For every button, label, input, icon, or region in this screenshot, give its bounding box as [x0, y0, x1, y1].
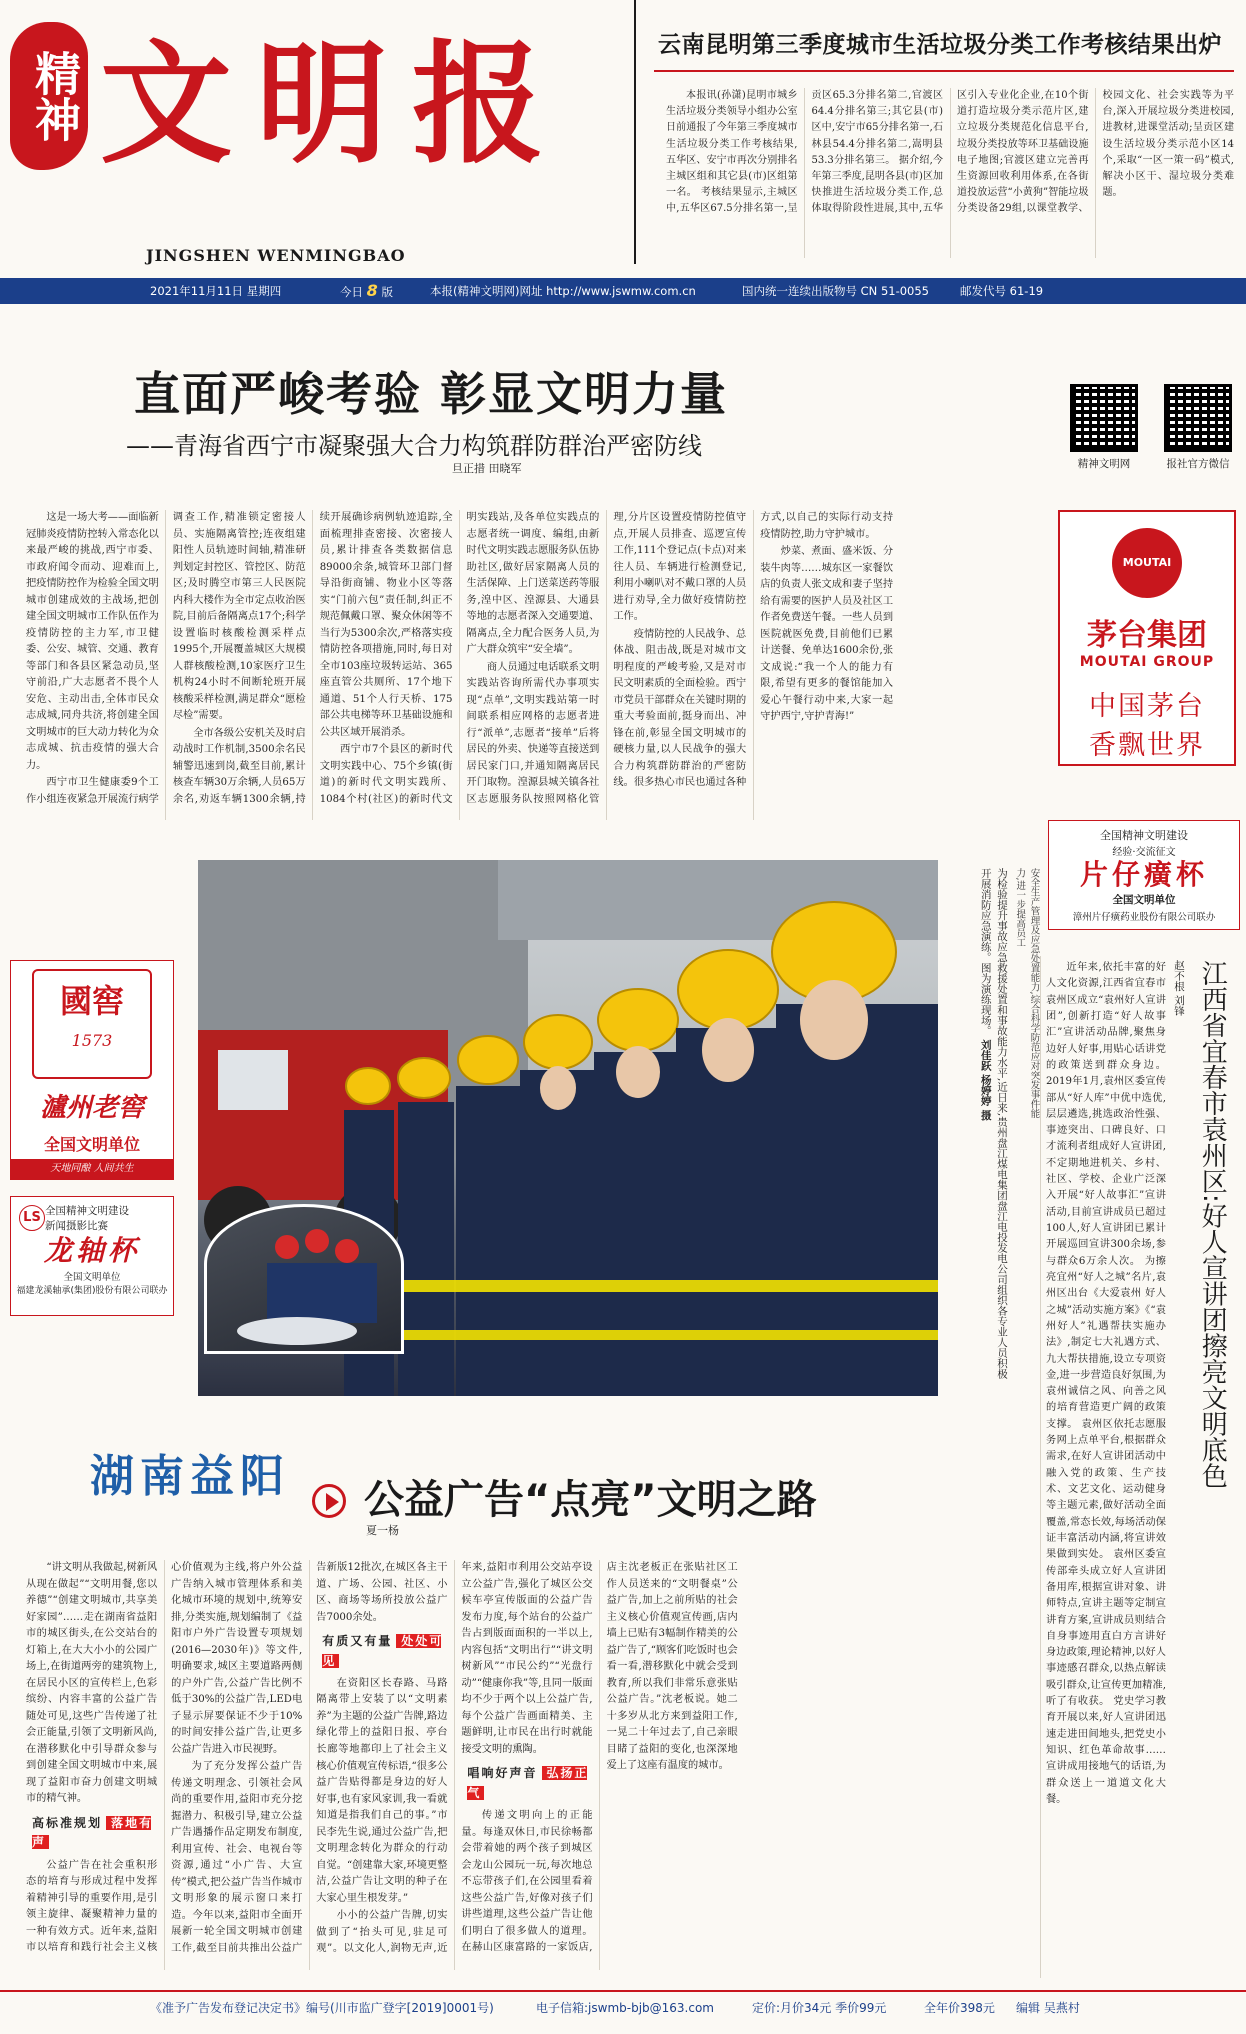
- side-story-byline: 赵不根 刘锋: [1173, 960, 1185, 1016]
- guojiao-brand: 瀘州老窖: [39, 1093, 144, 1123]
- page-count-prefix: 今日: [340, 285, 363, 299]
- moutai-logo-text: MOUTAI: [1122, 556, 1172, 569]
- main-paragraph: 西宁市卫生健康委9个工作小组连夜紧急开展流行病学调查工作,精准锁定密接人员、实施隔离管控;连夜组建阳性人员轨迹时间轴,精准研判划定封控区、管控区、防范区;及时腾空市第三人民医院内科大楼作为全市定点收治医院,目前后备隔离点17个;科学设置临时核酸检测采样点1995个,开展覆盖城区大规模人群核酸检测,10家医疗卫生机构24小时不间断轮班开展核酸采样检测,满足群众“愿检尽检”需要。: [26, 512, 306, 805]
- main-subhead: ——青海省西宁市凝聚强大合力构筑群防群治严密防线: [126, 432, 702, 460]
- guojiao-unit: 全国文明单位: [43, 1135, 140, 1154]
- feature-subhead-2: [316, 1631, 447, 1672]
- moutai-name-en: MOUTAI GROUP: [1079, 654, 1215, 670]
- feature-subhead-3-tag: 弘扬正气: [467, 1766, 587, 1800]
- feature-paragraph: 传递文明向上的正能量。每逢双休日,市民徐畅都会带着她的两个孩子到城区会龙山公园玩一玩,每次地总不忘带孩子们,在公园里看着这些公益广告,好像对孩子们讲些道理,这些公益广告让他们明白了很多做人的道理。在赫山区康富路的一家饭店,店主沈老板正在张贴社区工作人员送来的“文明餐桌”公益广告,加上之前所贴的社会主义核心价值观宣传画,店内墙上已贴有3幅制作精美的公益广告了,“顾客们吃饭时也会看一看,潜移默化中就会受到教育,所以我们非常乐意张贴公益广告。”沈老板说。她二十多岁从北方来到益阳工作,一晃二十年过去了,自己亲眼目睹了益阳的变化,也深深地爱上了这座有温度的城市。: [461, 1562, 738, 1954]
- dateline-bar: [0, 278, 1246, 304]
- pianzai-unit: 全国文明单位: [1112, 894, 1176, 906]
- main-paragraph: 这是一场大考——面临新冠肺炎疫情防控转入常态化以来最严峻的挑战,西宁市委、市政府闻令而动、迎难而上,把疫情防控作为检验全国文明城市创建成效的主战场,把创建全国文明城市工作队伍作为疫情防控的主力军,市卫健委、公安、城管、交通、教育等部门和各县区紧急动员,坚守前沿,广大志愿者不畏个人安危、主动出击,全体市民众志成城,同舟共济,将创建全国文明城市的巨大动力转化为众志成城、抗击疫情的强大合力。: [26, 512, 159, 771]
- main-body: [26, 510, 1040, 820]
- feature-subhead-2-tag: 处处可见: [322, 1634, 442, 1668]
- main-byline: 旦正措 田晓军: [452, 462, 522, 475]
- feature-byline: 夏一杨: [366, 1524, 399, 1537]
- page-count: [340, 278, 393, 305]
- guojiao-badge-text: 國窖: [59, 982, 124, 1020]
- feature-paragraph: 为了充分发挥公益广告传递文明理念、引领社会风尚的重要作用,益阳市充分挖掘潜力、积极引导,建立公益广告遇播作品定期发布制度,利用宣传、社会、电视台等资源,通过“小广告、大宣传”模式,把公益广告当作城市文明形象的展示窗口来打造。今年以来,益阳市全面开展新一轮全国文明城市创建工作,截至目前共推出公益广告新版12批次,在城区各主干道、广场、公园、社区、小区、商场等场所投放公益广告7000余处。: [171, 1562, 448, 1954]
- feature-paragraph: “讲文明从我做起,树新风从现在做起”“文明用餐,您以养德”“创建文明城市,共享美好家园”……走在湖南省益阳市的城区街头,在公交站台的灯箱上,在大大小小的公园广场上,在街道两旁的建筑物上,在居民小区的宣传栏上,色彩缤纷、内容丰富的公益广告随处可见,这些广告传递了社会正能量,引领了文明新风尚,在潜移默化中引导群众参与到创建全国文明城市中来,展现了益阳市奋力创建文明城市的精气神。: [26, 1562, 158, 1805]
- pianzai-top-line: 全国精神文明建设: [1100, 829, 1188, 842]
- qr-right[interactable]: [1160, 384, 1236, 471]
- main-photo: [198, 860, 938, 1396]
- feature-subhead-3-text: 唱响好声音: [467, 1766, 538, 1781]
- longzhou-top-line-2: 新闻摄影比赛: [45, 1220, 108, 1232]
- footer-editor: 编辑 吴燕村: [1016, 2001, 1080, 2015]
- longzhou-ad[interactable]: [10, 1196, 174, 1316]
- masthead-seal: [10, 22, 88, 170]
- pianzai-ad[interactable]: [1048, 820, 1240, 930]
- moutai-name: 茅台集团: [1087, 618, 1207, 653]
- top-story-body: 本报讯(孙潇)昆明市城乡生活垃圾分类领导小组办公室日前通报了今年第三季度城市生活垃圾分类工作考核结果,五华区、安宁市再次分别排名主城区组和其它县(市)区组第一名。 考核结果显示,主城区中,五华区67.5分排名第一,呈贡区65.3分排名第二,官渡区64.4分排名第三;其它县(市)区中,安宁市65分排名第一,石林县54.4分排名第二,嵩明县53.3分排名第三。 据介绍,今年第三季度,昆明各县(市)区加快推进生活垃圾分类工作,总体取得阶段性进展,其中,五华区引入专业化企业,在10个街道打造垃圾分类示范片区,建立垃圾分类规范化信息平台,垃圾分类投放等环卫基础设施电子地图;官渡区建立完善再生资源回收利用体系,在各街道投放运营“小黄狗”智能垃圾分类设备29组,以课堂教学、校园文化、社会实践等为平台,深入开展垃圾分类进校园,进教材,进课堂活动;呈贡区建设生活垃圾分类示范小区14个,采取“一区一策一码”模式,解决小区干、湿垃圾分类难题。: [666, 90, 1234, 215]
- moutai-slogan-1: 中国茅台: [1089, 691, 1205, 722]
- feature-subhead-1-text: 高标准规划: [32, 1815, 103, 1830]
- longzhou-logo-icon: LS: [19, 1205, 45, 1231]
- page-count-number: 8: [366, 281, 378, 300]
- main-paragraph: 西宁市7个县区的新时代文明实践中心、75个乡镇(街道)的新时代文明实践所、1084个村(社区)的新时代文明实践站,及各单位实践点的志愿者统一调度、编组,由新时代文明实践志愿服务队伍协助社区,做好居家隔离人员的生活保障、上门送菜送药等服务,湟中区、湟源县、大通县等地的志愿者深入交通要道、隔离点,全力配合医务人员,为广大群众筑牢“安全墙”。: [319, 512, 600, 805]
- feature-subhead-1-tag: 落地有声: [32, 1815, 152, 1850]
- main-paragraph: 商人员通过电话联系文明实践站咨询所需代办事项实现“点单”,文明实践站第一时间联系相应网格的志愿者进行“派单”,志愿者“接单”后将居民的外卖、快递等直接送到居民家门口,并通知隔离居民开门取物。湟源县城关镇各社区志愿服务队按照网格化管理,分片区设置疫情防控值守点,开展人员排查、巡逻宣传工作,111个登记点(卡点)对来往人员、车辆进行检测登记,利用小喇叭对不戴口罩的人员进行劝导,全力做好疫情防控工作。: [466, 512, 747, 805]
- footer-annual: 全年价398元: [924, 2001, 995, 2015]
- masthead-seal-text: 精神: [28, 50, 82, 142]
- qr-left[interactable]: [1066, 384, 1142, 471]
- qr-left-label: 精神文明网: [1077, 458, 1131, 470]
- qr-right-label: 报社官方微信: [1166, 458, 1230, 470]
- feature-paragraph: 小小的公益广告牌,切实做到了“抬头可见,驻足可观”。以文化人,润物无声,近年来,益阳市利用公交站亭设立公益广告,强化了城区公交候车亭宣传版面的公益广告发布力度,每个站台的公益广告占到版面面积的一半以上,内容包括“文明出行”“讲文明树新风”“市民公约”“光盘行动”“健康你我”等,且同一版面均不少于两个以上公益广告,每个公益广告画面精美、主题鲜明,让市民在出行时就能接受文明的熏陶。: [316, 1562, 593, 1955]
- moutai-logo-icon: [1112, 528, 1182, 598]
- issue-date: 2021年11月11日 星期四: [150, 284, 282, 298]
- longzhou-unit: 全国文明单位: [63, 1272, 121, 1283]
- guojiao-slogan: 天地同酿 人间共生: [11, 1159, 173, 1179]
- photo-credit: 刘佳跃 杨婷婷 摄: [979, 1039, 992, 1121]
- moutai-slogan-2: 香飘世界: [1089, 730, 1205, 761]
- rescue-drill-image: [207, 1207, 404, 1354]
- side-story-body: 近年来,依托丰富的好人文化资源,江西省宜春市袁州区成立“袁州好人宣讲团”,创新打造“好人故事汇”宣讲活动品牌,聚焦身边好人好事,用贴心话讲党的政策送到群众身边。 2019年1月,袁州区委宣传部从“好人库”中优中选优,层层遴选,挑选政治性强、事迹突出、口碑良好、口才流利者组成好人宣讲团,不定期地进机关、乡村、社区、学校、企业广泛深入开展“好人故事汇”宣讲活动,目前宣讲成员已超过100人,好人宣讲团已累计开展巡回宣讲300余场,参与群众6万余人次。 为擦亮宜州“好人之城”名片,袁州区出台《大爱袁州 好人之城”活动实施方案》《“袁州好人”礼遇帮扶实施办法》,制定七大礼遇方式、九大帮扶措施,设立专项资金,进一步营造良好氛围,为袁州诚信之风、向善之风的培育营造更广阔的政策支撑。 袁州区依托志愿服务网上点单平台,根据群众需求,在好人宣讲团活动中融入党的政策、生产技术、文艺文化、运动健身等主题元素,做好活动全面覆盖,常态长效,每场活动保证丰富活动内涵,将宣讲效果做到实处。 袁州区委宣传部牵头成立好人宣讲团备用库,根据宣讲对象、讲师特点,宣讲主题等定制宣讲育方案,宣讲成员则结合自身事迹用直白方言讲好身边政策,理论精神,以好人事迹感召群众,以热点解读吸引群众,让宣传更加精准,听了有收获。 党史学习教育开展以来,好人宣讲团迅速走进田间地头,把党史小知识、红色革命故事……宣讲成用接地气的话语,为群众送上一道道文化大餐。: [1046, 962, 1166, 1805]
- masthead: [0, 0, 632, 265]
- pianzai-top-line-2: 经验·交流征文: [1112, 847, 1176, 858]
- footer: [0, 1996, 1246, 2020]
- masthead-pinyin: JINGSHEN WENMINGBAO: [146, 246, 406, 265]
- feature-subhead-3: [461, 1763, 592, 1804]
- guojiao-ad[interactable]: [10, 960, 174, 1180]
- website-line[interactable]: 本报(精神文明网)网址 http://www.jswmw.com.cn: [430, 284, 696, 298]
- side-story-headline: 江西省宜春市袁州区:好人宣讲团擦亮文明底色: [1197, 960, 1228, 1489]
- footer-rule: [0, 1990, 1246, 1992]
- main-paragraph: 疫情防控的人民战争、总体战、阻击战,既是对城市文明程度的严峻考验,又是对市民文明素质的全面检验。西宁市党员干部群众在关键时期的重大考验面前,挺身而出、冲锋在前,彰显全国文明城市的硬核力量,以人民战争的强大合力构筑群防群治的严密防线。很多热心市民也通过各种方式,以自己的实际行动支持疫情防控,助力守护城市。: [613, 512, 894, 789]
- longzhou-top-line: 全国精神文明建设: [45, 1205, 129, 1217]
- photo-caption-text: 为检验提升事故应急救援处置和事故能力水平,近日来,贵州盘江煤电集团盘江电投发电公司组织各专业人员积极开展消防应急演练。图为演练现场。: [979, 868, 1008, 1379]
- footer-price: 定价:月价34元 季价99元: [752, 2001, 887, 2015]
- longzhou-company: 福建龙溪轴承(集团)股份有限公司联办: [16, 1286, 168, 1296]
- main-headline: 直面严峻考验 彰显文明力量: [134, 367, 729, 421]
- photo-caption: [944, 868, 1010, 1380]
- qr-code-icon: [1070, 384, 1138, 452]
- main-paragraph: 炒菜、煮面、盛米饭、分装牛肉等……城东区一家餐饮店的负责人张文成和妻子坚持给有需要的医护人员及社区工作者免费送午餐。一些人员到医院就医免费,目前他们已累计送餐、免单达1600余份,张文成说:“我一个人的能力有限,希望有更多的餐馆能加入爱心午餐行动中来,大家一起守护西宁,守护青海!”: [760, 546, 894, 723]
- pianzai-company: 漳州片仔癀药业股份有限公司联办: [1072, 912, 1216, 923]
- guojiao-year: 1573: [71, 1031, 113, 1050]
- feature-subhead-2-text: 有质又有量: [322, 1634, 393, 1649]
- moutai-ad[interactable]: [1058, 510, 1236, 766]
- top-story-headline: 云南昆明第三季度城市生活垃圾分类工作考核结果出炉: [658, 32, 1222, 58]
- qr-code-icon: [1164, 384, 1232, 452]
- masthead-title: 文明报: [100, 27, 568, 182]
- postal-code: 邮发代号 61-19: [960, 284, 1044, 298]
- cn-number: 国内统一连续出版物号 CN 51-0055: [742, 284, 929, 298]
- top-story: [634, 0, 1246, 264]
- top-story-divider: [654, 70, 1234, 72]
- photo-side-note: 安全生产管理及应急处置能力,综合科学防范应对突发事件能力,进一步提高员工: [1014, 868, 1040, 1119]
- feature-paragraph: 在资阳区长春路、马路隔离带上安装了以“文明素养”为主题的公益广告牌,路边绿化带上的益阳日报、亭台长廊等地都印上了社会主义核心价值观宣传标语,“很多公益广告贴得都是身边的好人好事,也有家风家训,我一看就知道是指我们自己的事。”市民李先生说,通过公益广告,把文明理念转化为群众的行动自觉。“创建靠大家,环境更整洁,公益广告让文明的种子在大家心里生根发芽。”: [316, 1677, 448, 1904]
- pianzai-name: 片仔癀杯: [1079, 858, 1208, 891]
- feature-region: 湖南益阳: [90, 1451, 290, 1502]
- feature-body: [26, 1560, 1028, 1970]
- footer-license: 《准予广告发布登记决定书》编号(川市监广登字[2019]0001号): [150, 2001, 494, 2015]
- inset-photo: [204, 1204, 404, 1354]
- footer-email[interactable]: 电子信箱:jswmb-bjb@163.com: [536, 2001, 714, 2015]
- side-divider: [1040, 956, 1041, 1978]
- main-paragraph: 全市各级公安机关及时启动战时工作机制,3500余名民辅警迅速到岗,截至目前,累计核查车辆30万余辆,人员65万余名,劝返车辆1300余辆,持续开展确诊病例轨迹追踪,全面梳理排查密接、次密接人员,累计排查各类数据信息89000余条,城管环卫部门督导沿街商铺、物业小区等落实“门前六包”责任制,纠正不规范佩戴口罩、聚众休闲等不当行为5300余次,严格落实疫情防控各项措施,同时,每日对全市103座垃圾转运站、365座直管公共厕所、17个地下通道、51个人行天桥、175部公共电梯等环卫基础设施和公共区域开展消杀。: [172, 512, 453, 805]
- guojiao-badge: [32, 969, 152, 1079]
- feature-paragraph: 公益广告在社会重积形态的培育与形成过程中发挥着精神引导的重要作用,是引领主旋律、凝聚精神力量的一种有效方式。近年来,益阳市以培育和践行社会主义核心价值观为主线,将户外公益广告纳入城市管理体系和美化城市环境的规划中,统筹安排,分类实施,规划编制了《益阳市户外广告设置专项规划(2016—2030年)》等文件,明确要求,城区主要道路两侧的户外广告,公益广告比例不低于30%的公益广告,LED电子显示屏要保证不少于10%的时间安排公益广告,让更多公益广告进入市民视野。: [26, 1562, 303, 1954]
- feature-play-triangle-icon: [326, 1493, 339, 1511]
- longzhou-name: 龙轴杯: [43, 1234, 140, 1267]
- page-count-suffix: 版: [381, 285, 393, 299]
- feature-subhead-1: [26, 1813, 157, 1854]
- feature-headline: 公益广告“点亮”文明之路: [364, 1477, 817, 1523]
